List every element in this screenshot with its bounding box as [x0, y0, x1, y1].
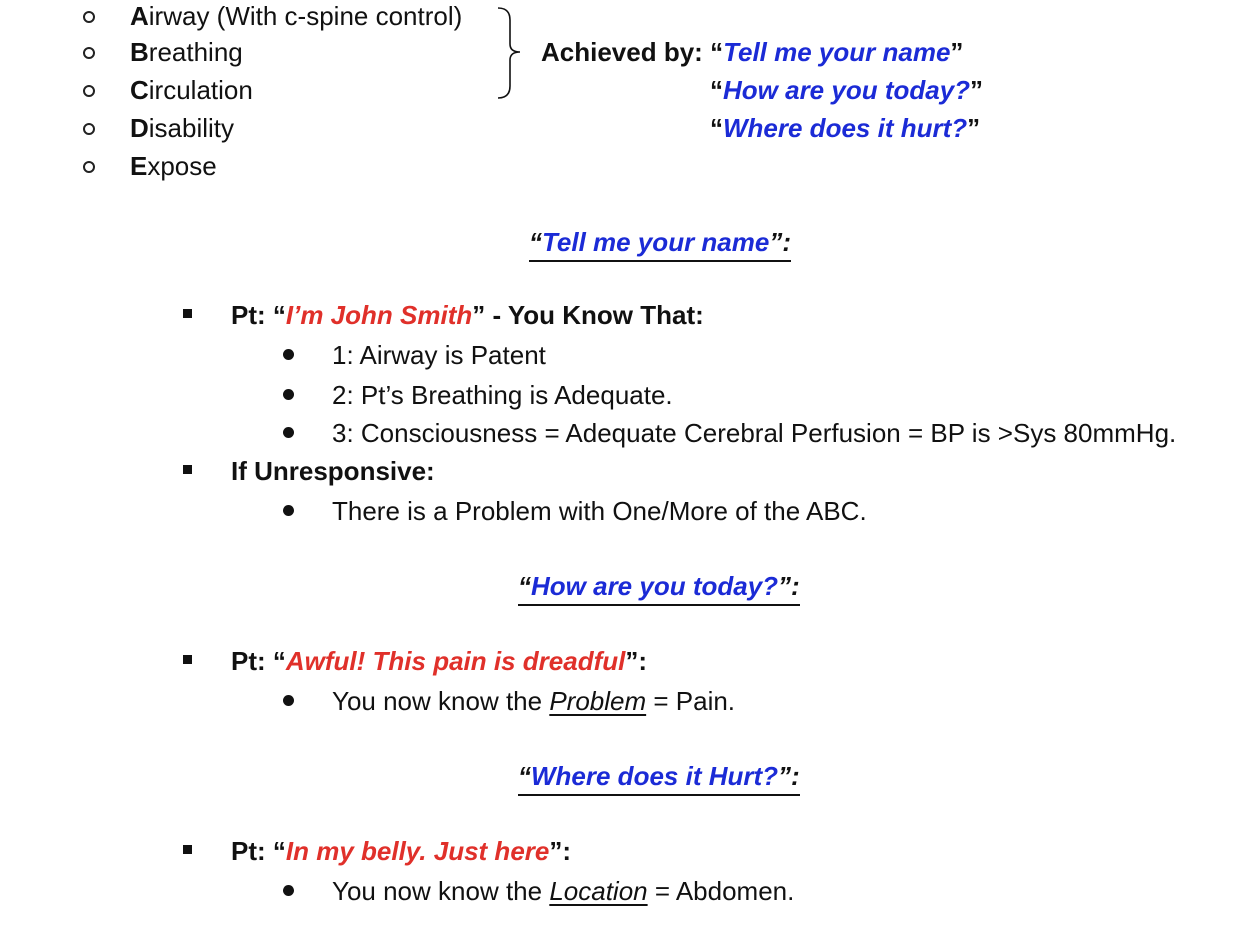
patient-response-2: Pt: “Awful! This pain is dreadful”:	[231, 646, 648, 676]
patient-response-1: Pt: “I’m John Smith” - You Know That:	[231, 300, 704, 330]
list-bullet-icon	[83, 85, 95, 97]
round-bullet-icon	[283, 505, 294, 516]
list-item-breathing: Breathing	[130, 37, 243, 67]
list-item-circulation: Circulation	[130, 75, 253, 105]
square-bullet-icon	[183, 655, 192, 664]
section-heading-hurt: “Where does it Hurt?”:	[518, 763, 800, 789]
round-bullet-icon	[283, 427, 294, 438]
finding-problem: You now know the Problem = Pain.	[332, 686, 736, 716]
finding-breathing: 2: Pt’s Breathing is Adequate.	[332, 380, 673, 410]
unresponsive-label: If Unresponsive:	[231, 456, 435, 486]
section-heading-today: “How are you today?”:	[518, 573, 800, 599]
list-bullet-icon	[83, 123, 95, 135]
achieved-line-1: Achieved by: “Tell me your name”	[541, 37, 964, 67]
list-item-airway: Airway (With c-spine control)	[130, 1, 463, 31]
patient-response-3: Pt: “In my belly. Just here”:	[231, 836, 572, 866]
brace-icon	[496, 6, 526, 100]
finding-airway: 1: Airway is Patent	[332, 340, 546, 370]
square-bullet-icon	[183, 845, 192, 854]
list-bullet-icon	[83, 47, 95, 59]
square-bullet-icon	[183, 465, 192, 474]
finding-location: You now know the Location = Abdomen.	[332, 876, 795, 906]
unresponsive-finding: There is a Problem with One/More of the ABC.	[332, 496, 867, 526]
list-item-expose: Expose	[130, 151, 217, 181]
round-bullet-icon	[283, 695, 294, 706]
round-bullet-icon	[283, 349, 294, 360]
list-bullet-icon	[83, 11, 95, 23]
square-bullet-icon	[183, 309, 192, 318]
achieved-line-2: “How are you today?”	[710, 75, 984, 105]
round-bullet-icon	[283, 885, 294, 896]
round-bullet-icon	[283, 389, 294, 400]
achieved-line-3: “Where does it hurt?”	[710, 113, 981, 143]
section-heading-name: “Tell me your name”:	[529, 229, 791, 255]
finding-consciousness: 3: Consciousness = Adequate Cerebral Perfusion = BP is >Sys 80mmHg.	[332, 418, 1177, 448]
list-bullet-icon	[83, 161, 95, 173]
list-item-disability: Disability	[130, 113, 235, 143]
